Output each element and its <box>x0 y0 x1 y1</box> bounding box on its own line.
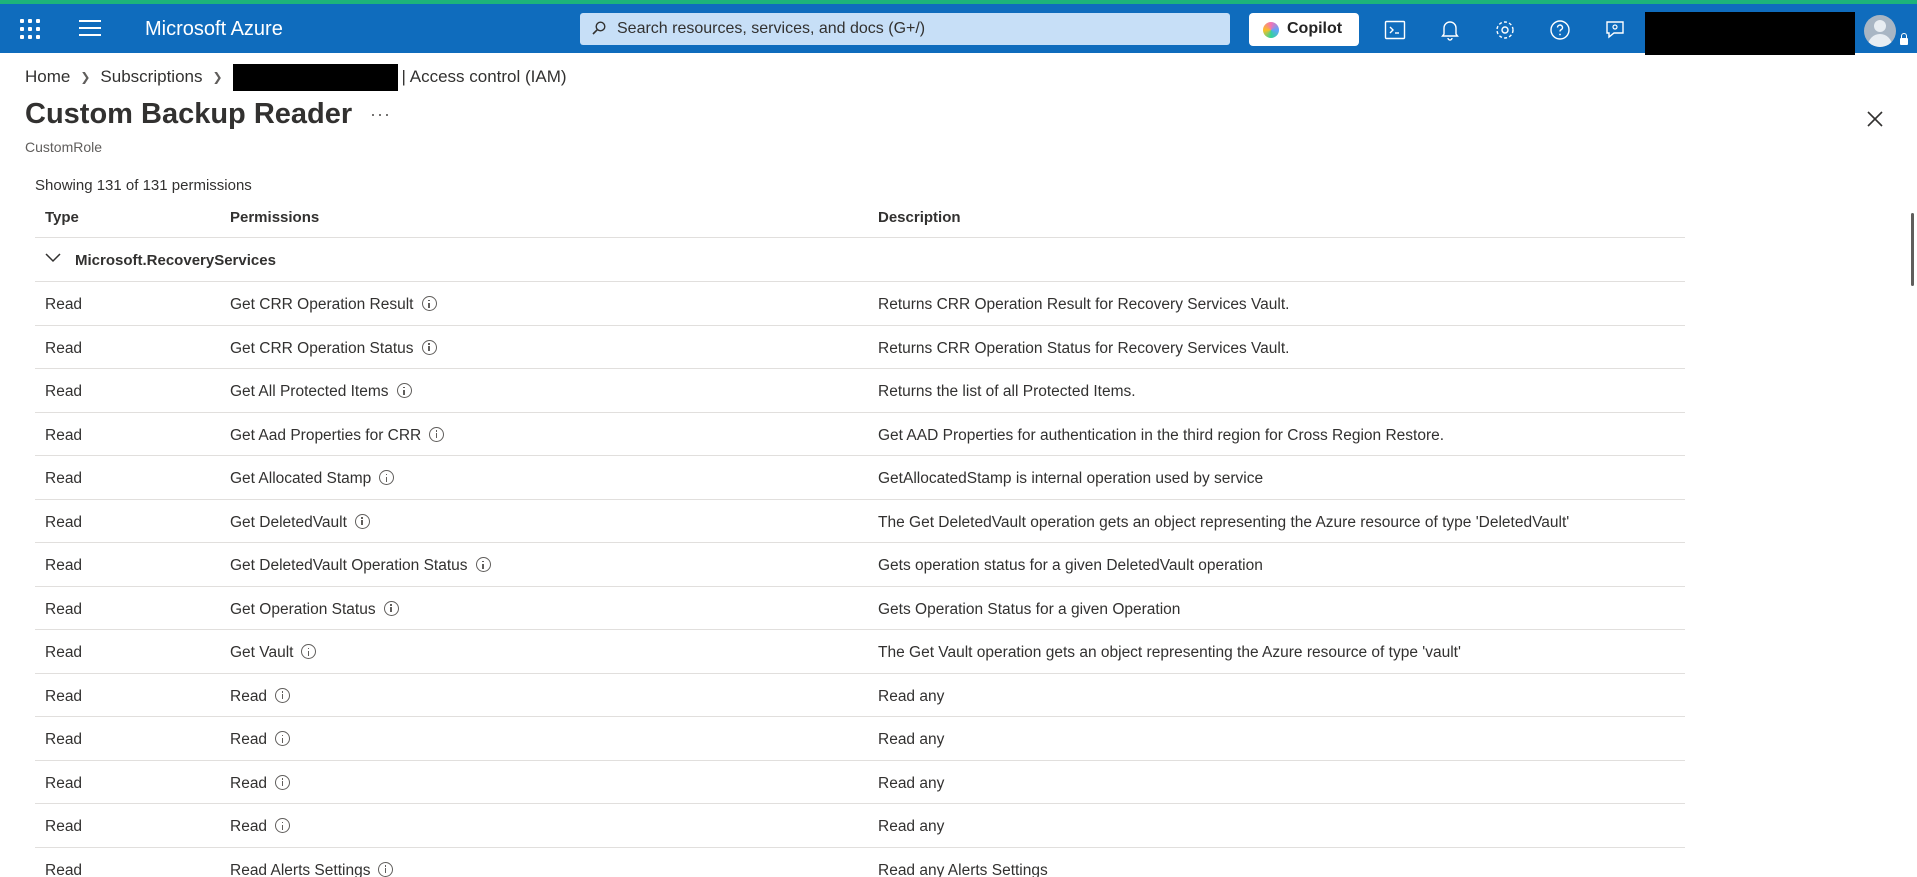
row-permission <box>230 775 290 793</box>
row-description: The Get DeletedVault operation gets an object representing the Azure resource of type 'DeletedVault' <box>878 513 1570 531</box>
permission-name: Get Vault <box>230 644 294 661</box>
row-permission <box>230 296 437 314</box>
row-type: Read <box>45 600 83 618</box>
lock-icon <box>1900 38 1908 45</box>
permission-name: Read <box>230 731 268 748</box>
table-row[interactable] <box>35 413 1685 457</box>
table-row[interactable] <box>35 326 1685 370</box>
row-description: Returns CRR Operation Result for Recovery Services Vault. <box>878 296 1290 313</box>
help-icon[interactable] <box>1548 18 1572 42</box>
row-type: Read <box>45 513 83 531</box>
row-permission <box>230 818 290 836</box>
row-description: Gets operation status for a given DeletedVault operation <box>878 557 1263 574</box>
cloud-shell-icon[interactable] <box>1383 18 1407 42</box>
permission-name: Get DeletedVault <box>230 513 347 531</box>
portal-menu-icon[interactable] <box>79 20 101 38</box>
row-permission <box>230 601 399 619</box>
row-permission <box>230 427 444 445</box>
row-description: Returns CRR Operation Status for Recovery Services Vault. <box>878 339 1290 357</box>
page-title: Custom Backup Reader <box>25 98 353 130</box>
table-row[interactable] <box>35 369 1685 413</box>
row-permission <box>230 644 316 662</box>
app-launcher-icon[interactable] <box>18 17 42 41</box>
permission-name: Get Operation Status <box>230 600 376 618</box>
info-icon[interactable] <box>275 818 290 833</box>
breadcrumb-current[interactable]: | Access control (IAM) <box>401 67 567 86</box>
info-icon[interactable] <box>301 644 316 659</box>
search-icon <box>592 21 606 35</box>
row-description: Read any <box>878 818 945 835</box>
row-permission <box>230 340 437 358</box>
breadcrumb <box>25 65 567 89</box>
search-input[interactable] <box>580 13 1230 45</box>
table-row[interactable] <box>35 804 1685 848</box>
permissions-table <box>35 199 1685 877</box>
permission-name: Get All Protected Items <box>230 383 389 400</box>
info-icon[interactable] <box>355 514 370 529</box>
row-type: Read <box>45 470 83 487</box>
permission-name: Get CRR Operation Status <box>230 339 414 357</box>
permissions-count: Showing 131 of 131 permissions <box>35 177 252 194</box>
info-icon[interactable] <box>275 775 290 790</box>
row-description: Read any <box>878 731 945 748</box>
permission-name: Read Alerts Settings <box>230 861 371 877</box>
group-row[interactable] <box>35 238 1685 282</box>
column-header-type[interactable]: Type <box>45 209 79 226</box>
row-description: Read any <box>878 774 945 792</box>
row-type: Read <box>45 731 83 748</box>
row-type: Read <box>45 339 83 357</box>
column-header-description[interactable]: Description <box>878 209 961 226</box>
info-icon[interactable] <box>275 731 290 746</box>
info-icon[interactable] <box>429 427 444 442</box>
permission-name: Get CRR Operation Result <box>230 296 414 313</box>
gear-icon[interactable] <box>1493 18 1517 42</box>
group-label: Microsoft.RecoveryServices <box>75 252 276 269</box>
info-icon[interactable] <box>378 862 393 877</box>
table-row[interactable] <box>35 282 1685 326</box>
permission-name: Get Aad Properties for CRR <box>230 426 422 444</box>
row-permission <box>230 383 412 401</box>
brand-title[interactable]: Microsoft Azure <box>145 18 283 40</box>
chevron-right-icon: ❯ <box>212 70 223 84</box>
bell-icon[interactable] <box>1438 18 1462 42</box>
breadcrumb-home[interactable]: Home <box>25 67 71 86</box>
row-description: Get AAD Properties for authentication in the third region for Cross Region Restore. <box>878 426 1445 444</box>
copilot-icon <box>1263 22 1279 38</box>
table-header <box>35 199 1685 238</box>
table-row[interactable] <box>35 630 1685 674</box>
info-icon[interactable] <box>379 470 394 485</box>
role-type: CustomRole <box>25 139 103 155</box>
row-permission <box>230 557 491 575</box>
table-row[interactable] <box>35 500 1685 544</box>
row-type: Read <box>45 557 83 574</box>
column-header-permissions[interactable]: Permissions <box>230 209 320 226</box>
info-icon[interactable] <box>397 383 412 398</box>
close-icon[interactable] <box>1864 108 1886 130</box>
scrollbar[interactable] <box>1911 213 1914 286</box>
account-info-redacted[interactable] <box>1645 12 1855 55</box>
permission-name: Read <box>230 687 268 705</box>
chevron-right-icon: ❯ <box>80 70 91 84</box>
permission-name: Get Allocated Stamp <box>230 470 372 487</box>
table-row[interactable] <box>35 717 1685 761</box>
info-icon[interactable] <box>422 340 437 355</box>
row-description: The Get Vault operation gets an object representing the Azure resource of type 'vault' <box>878 644 1461 661</box>
info-icon[interactable] <box>422 296 437 311</box>
chevron-down-icon[interactable] <box>45 252 61 264</box>
info-icon[interactable] <box>476 557 491 572</box>
info-icon[interactable] <box>275 688 290 703</box>
row-description: Read any Alerts Settings <box>878 861 1048 877</box>
permission-name: Read <box>230 774 268 792</box>
row-type: Read <box>45 861 83 877</box>
table-row[interactable] <box>35 848 1685 877</box>
row-type: Read <box>45 383 83 400</box>
avatar[interactable] <box>1864 15 1896 47</box>
table-body <box>35 282 1685 877</box>
row-type: Read <box>45 818 83 835</box>
top-bar <box>0 0 1917 53</box>
row-permission <box>230 688 290 706</box>
table-row[interactable] <box>35 456 1685 500</box>
table-row[interactable] <box>35 674 1685 718</box>
table-row[interactable] <box>35 543 1685 587</box>
table-row[interactable] <box>35 587 1685 631</box>
row-permission <box>230 731 290 749</box>
breadcrumb-subscription-redacted[interactable] <box>233 64 398 91</box>
row-description: Returns the list of all Protected Items. <box>878 383 1136 400</box>
feedback-icon[interactable] <box>1603 18 1627 42</box>
permission-name: Get DeletedVault Operation Status <box>230 557 468 574</box>
row-permission <box>230 470 394 488</box>
table-row[interactable] <box>35 761 1685 805</box>
more-options-button[interactable]: ··· <box>370 104 391 124</box>
breadcrumb-subscriptions[interactable]: Subscriptions <box>100 67 203 86</box>
search-placeholder: Search resources, services, and docs (G+/) <box>617 20 926 37</box>
row-type: Read <box>45 687 83 705</box>
copilot-label: Copilot <box>1287 20 1343 37</box>
row-type: Read <box>45 774 83 792</box>
row-description: GetAllocatedStamp is internal operation used by service <box>878 470 1264 487</box>
row-permission <box>230 514 370 532</box>
row-type: Read <box>45 644 83 661</box>
permission-name: Read <box>230 818 268 835</box>
row-type: Read <box>45 426 83 444</box>
row-permission <box>230 862 393 877</box>
row-description: Gets Operation Status for a given Operation <box>878 600 1181 618</box>
row-type: Read <box>45 296 83 313</box>
row-description: Read any <box>878 687 945 705</box>
info-icon[interactable] <box>384 601 399 616</box>
copilot-button[interactable] <box>1249 13 1359 46</box>
